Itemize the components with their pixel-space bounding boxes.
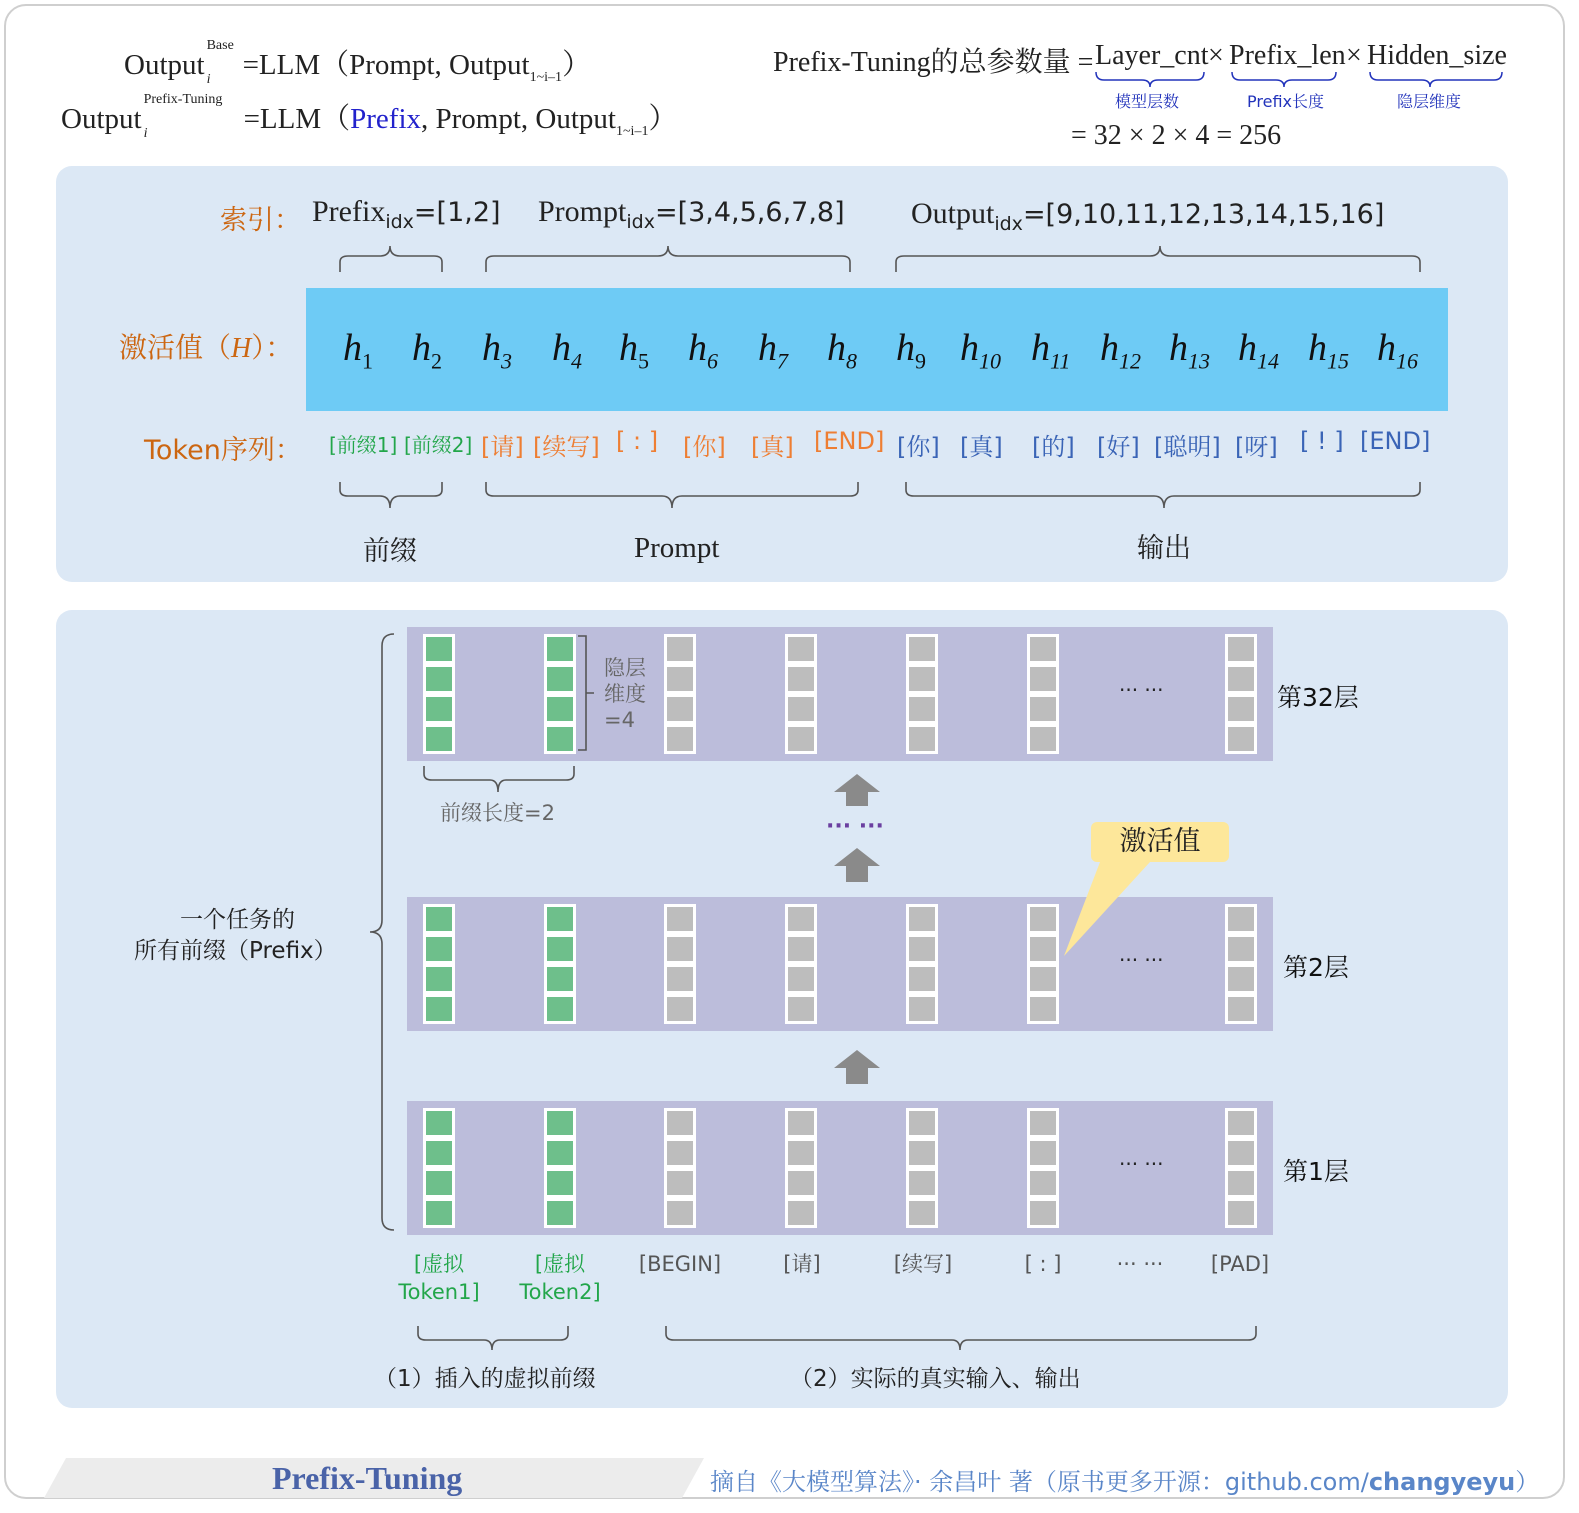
vector-cell [423, 1198, 455, 1228]
token-5: [ : ] [616, 427, 659, 455]
vector-cell [785, 934, 817, 964]
task-prefix-brace [366, 632, 400, 1232]
param-formula-lhs: Prefix-Tuning的总参数量 = [773, 47, 1094, 78]
vector-cell [906, 904, 938, 934]
note-prefix-length: Prefix长度 [1247, 92, 1324, 111]
bottom-token-1: [虚拟 Token1] [398, 1252, 480, 1304]
prefix-vector-layer1-2 [544, 1108, 576, 1228]
token-13: [聪明] [1154, 433, 1221, 461]
vector-cell [785, 1138, 817, 1168]
times-sign-1: × [1208, 40, 1224, 71]
vector-cell [664, 904, 696, 934]
vector-cell [1027, 934, 1059, 964]
vector-cell [1225, 1198, 1257, 1228]
vector-cell [1027, 994, 1059, 1024]
activation-h16: $h_{16}$ [1377, 327, 1418, 374]
vector-cell [544, 1198, 576, 1228]
vector-cell [1027, 964, 1059, 994]
vector-cell [423, 994, 455, 1024]
token-vector-layer1-7 [1225, 1108, 1257, 1228]
token-vector-layer1-3 [664, 1108, 696, 1228]
vector-cell [664, 1108, 696, 1138]
vector-cell [423, 694, 455, 724]
index-label: 索引： [220, 205, 301, 236]
vector-cell [1027, 904, 1059, 934]
vector-cell [664, 694, 696, 724]
footer-title: Prefix-Tuning [272, 1460, 463, 1496]
prompt-index: Prompt$_{idx}$=[3,4,5,6,7,8] [538, 195, 845, 233]
token-sequence-label: Token序列： [144, 435, 302, 466]
vector-cell [906, 724, 938, 754]
token-vector-layer1-5 [906, 1108, 938, 1228]
token-8: [END] [814, 427, 885, 455]
token-vector-layer32-6 [1027, 634, 1059, 754]
bottom-group-braces [410, 1322, 1270, 1356]
activation-label: 激活值（H）： [119, 331, 294, 364]
vector-cell [785, 1168, 817, 1198]
vector-cell [664, 724, 696, 754]
vector-cell [664, 1198, 696, 1228]
token-4: [续写] [533, 433, 600, 461]
activation-h12: $h_{12}$ [1100, 327, 1141, 374]
vector-cell [906, 1108, 938, 1138]
param-result: = 32 × 2 × 4 = 256 [1071, 120, 1282, 151]
vector-cell [544, 634, 576, 664]
vector-cell [423, 964, 455, 994]
vector-cell [664, 634, 696, 664]
vector-cell [906, 934, 938, 964]
group-virtual-prefix: （1）插入的虚拟前缀 [374, 1366, 596, 1392]
prefix-vector-layer2-1 [423, 904, 455, 1024]
vector-cell [544, 664, 576, 694]
vector-cell [1225, 664, 1257, 694]
activation-h13: $h_{13}$ [1169, 327, 1210, 374]
vector-cell [423, 724, 455, 754]
vector-cell [664, 1168, 696, 1198]
vector-cell [785, 1108, 817, 1138]
vector-cell [423, 934, 455, 964]
bottom-token-7: ··· ··· [1116, 1252, 1164, 1276]
activation-h7: $h_7$ [758, 327, 788, 374]
vector-cell [544, 934, 576, 964]
vector-cell [423, 664, 455, 694]
vector-cell [785, 1198, 817, 1228]
vector-cell [423, 1138, 455, 1168]
vector-cell [1225, 724, 1257, 754]
group-label-prompt: Prompt [634, 532, 720, 564]
token-16: [END] [1360, 427, 1431, 455]
output-index: Output$_{idx}$=[9,10,11,12,13,14,15,16] [911, 197, 1385, 235]
formula-base: Output Base i =LLM（Prompt, Output$_{1\sim i-1}$） [124, 38, 592, 87]
token-10: [真] [960, 433, 1003, 461]
activation-h14: $h_{14}$ [1238, 327, 1279, 374]
vector-cell [906, 964, 938, 994]
layers-omitted-dots: ··· ··· [826, 814, 884, 839]
layer-1-ellipsis: ··· ··· [1119, 1152, 1164, 1176]
vector-cell [664, 964, 696, 994]
vector-cell [785, 694, 817, 724]
vector-cell [544, 1108, 576, 1138]
prefix-vector-layer32-1 [423, 634, 455, 754]
vector-cell [544, 1138, 576, 1168]
token-3: [请] [481, 433, 524, 461]
vector-cell [544, 1168, 576, 1198]
vector-cell [785, 964, 817, 994]
param-term-prefix-len: Prefix_len [1229, 40, 1346, 71]
vector-cell [1027, 1168, 1059, 1198]
group-real-io: （2）实际的真实输入、输出 [790, 1366, 1081, 1392]
vector-cell [1027, 664, 1059, 694]
token-vector-layer2-5 [906, 904, 938, 1024]
bottom-token-2: [虚拟 Token2] [519, 1252, 601, 1304]
layer-2-ellipsis: ··· ··· [1119, 948, 1164, 972]
vector-cell [785, 634, 817, 664]
formula-prefix-tuning: Output Prefix-Tuning i =LLM（Prefix, Prompt, Output$_{1\sim i-1}$） [61, 92, 678, 141]
prefix-vector-layer1-1 [423, 1108, 455, 1228]
token-vector-layer32-4 [785, 634, 817, 754]
token-6: [你] [683, 433, 726, 461]
token-14: [呀] [1235, 433, 1278, 461]
vector-cell [785, 724, 817, 754]
hidden-dim-note: 隐层 维度 =4 [604, 656, 646, 732]
index-braces [330, 240, 1440, 276]
vector-cell [664, 934, 696, 964]
vector-cell [423, 904, 455, 934]
activation-h15: $h_{15}$ [1308, 327, 1349, 374]
param-underbraces [1090, 70, 1510, 90]
prefix-length-note: 前缀长度=2 [440, 801, 555, 825]
vector-cell [785, 904, 817, 934]
token-1: [前缀1] [329, 433, 398, 457]
activation-callout: 激活值 [1091, 822, 1229, 862]
activation-h9: $h_9$ [896, 327, 926, 374]
vector-cell [906, 1168, 938, 1198]
times-sign-2: × [1346, 40, 1362, 71]
bottom-token-4: [请] [783, 1252, 821, 1276]
vector-cell [423, 1108, 455, 1138]
vector-cell [906, 664, 938, 694]
bottom-token-8: [PAD] [1210, 1252, 1270, 1276]
vector-cell [544, 694, 576, 724]
activation-h2: $h_2$ [412, 327, 442, 374]
vector-cell [1225, 1168, 1257, 1198]
prefix-length-brace [418, 764, 582, 796]
vector-cell [906, 1138, 938, 1168]
prefix-index: Prefix$_{idx}$=[1,2] [312, 195, 501, 233]
activation-h1: $h_1$ [343, 327, 373, 374]
activation-h5: $h_5$ [619, 327, 649, 374]
activation-h3: $h_3$ [482, 327, 512, 374]
layer-2-label: 第2层 [1283, 953, 1349, 982]
vector-cell [1027, 694, 1059, 724]
token-vector-layer32-5 [906, 634, 938, 754]
param-term-hidden-size: Hidden_size [1367, 40, 1507, 71]
vector-cell [544, 904, 576, 934]
vector-cell [785, 664, 817, 694]
bottom-token-6: [ : ] [1024, 1252, 1062, 1276]
vector-cell [1225, 694, 1257, 724]
vector-cell [906, 994, 938, 1024]
group-label-prefix: 前缀 [363, 536, 417, 567]
vector-cell [1027, 1198, 1059, 1228]
activation-h6: $h_6$ [688, 327, 718, 374]
task-prefix-line1: 一个任务的 [180, 907, 295, 933]
layer-32-label: 第32层 [1277, 683, 1359, 712]
task-prefix-line2: 所有前缀（Prefix） [134, 938, 337, 964]
vector-cell [544, 724, 576, 754]
token-vector-layer32-3 [664, 634, 696, 754]
note-layer-count: 模型层数 [1115, 92, 1180, 111]
token-2: [前缀2] [404, 433, 473, 457]
vector-cell [785, 994, 817, 1024]
vector-cell [1225, 634, 1257, 664]
vector-cell [664, 994, 696, 1024]
prefix-vector-layer2-2 [544, 904, 576, 1024]
token-11: [的] [1032, 433, 1075, 461]
group-label-output: 输出 [1137, 533, 1191, 564]
activation-h11: $h_{11}$ [1031, 327, 1071, 374]
token-12: [好] [1097, 433, 1140, 461]
token-vector-layer2-4 [785, 904, 817, 1024]
token-vector-layer1-6 [1027, 1108, 1059, 1228]
vector-cell [423, 634, 455, 664]
vector-cell [423, 1168, 455, 1198]
vector-cell [1027, 1108, 1059, 1138]
vector-cell [664, 664, 696, 694]
vector-cell [1225, 994, 1257, 1024]
token-15: [ ! ] [1300, 427, 1344, 455]
activation-h10: $h_{10}$ [960, 327, 1001, 374]
layer-32-ellipsis: ··· ··· [1119, 678, 1164, 702]
token-9: [你] [897, 433, 940, 461]
vector-cell [1027, 634, 1059, 664]
vector-cell [906, 634, 938, 664]
vector-cell [1225, 1138, 1257, 1168]
vector-cell [1027, 724, 1059, 754]
bottom-token-3: [BEGIN] [638, 1252, 722, 1276]
vector-cell [1027, 1138, 1059, 1168]
vector-cell [544, 994, 576, 1024]
vector-cell [1225, 1108, 1257, 1138]
token-7: [真] [751, 433, 794, 461]
prefix-vector-layer32-2 [544, 634, 576, 754]
bottom-token-5: [续写] [893, 1252, 953, 1276]
hidden-dim-bracket [574, 632, 604, 754]
vector-cell [664, 1138, 696, 1168]
vector-cell [544, 964, 576, 994]
vector-cell [1225, 964, 1257, 994]
vector-cell [906, 694, 938, 724]
token-vector-layer1-4 [785, 1108, 817, 1228]
token-vector-layer2-6 [1027, 904, 1059, 1024]
token-group-braces [330, 478, 1440, 518]
footer-source: 摘自《大模型算法》· 余昌叶 著（原书更多开源：github.com/changyeyu） [710, 1468, 1540, 1496]
activation-h4: $h_4$ [552, 327, 582, 374]
note-hidden-dim: 隐层维度 [1397, 92, 1462, 111]
layer-1-label: 第1层 [1283, 1157, 1349, 1186]
token-vector-layer2-3 [664, 904, 696, 1024]
param-term-layer-cnt: Layer_cnt [1095, 40, 1209, 71]
token-vector-layer32-7 [1225, 634, 1257, 754]
activation-h8: $h_8$ [827, 327, 857, 374]
vector-cell [906, 1198, 938, 1228]
